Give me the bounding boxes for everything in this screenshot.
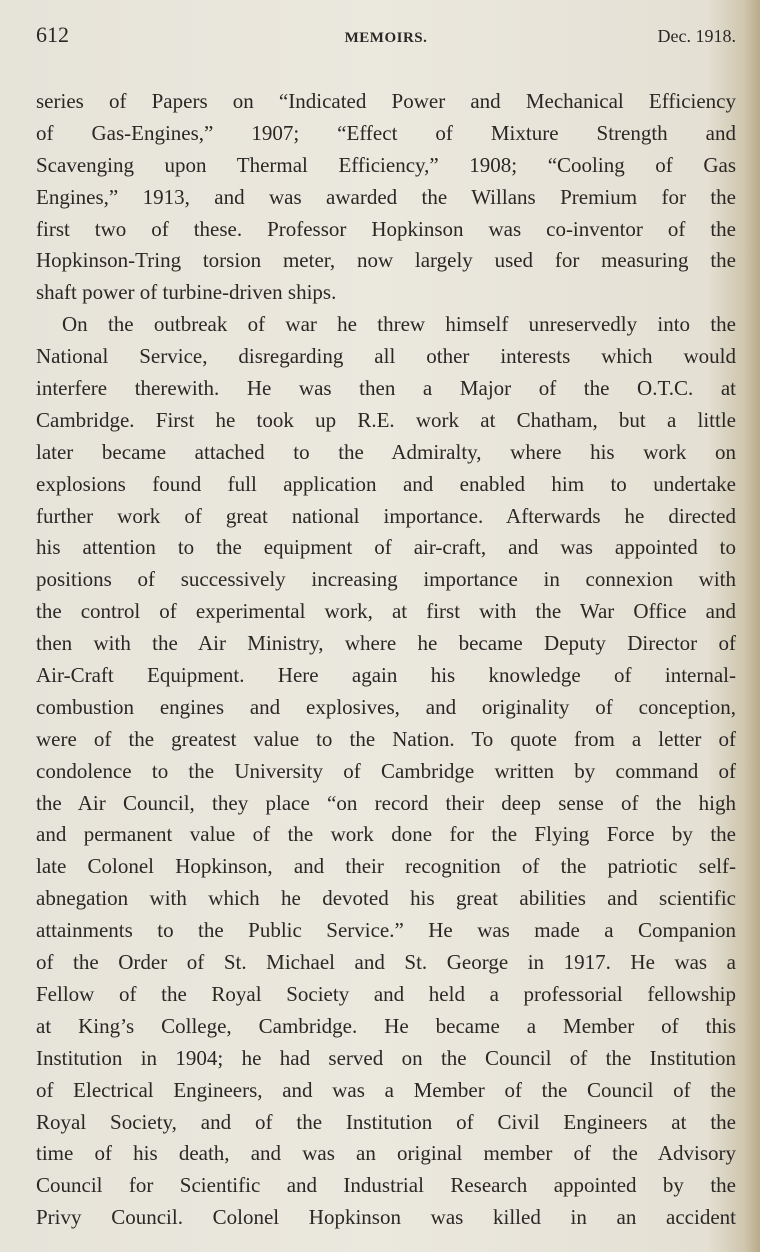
text-line: On the outbreak of war he threw himself unreservedly into the [62, 312, 736, 337]
text-line: the Air Council, they place “on record their deep sense of the high [36, 790, 736, 815]
text-line: Air-Craft Equipment. Here again his knowledge of internal- [36, 663, 736, 688]
text-line: first two of these. Professor Hopkinson was co-inventor of the [36, 216, 736, 241]
text-line: explosions found full application and enabled him to undertake [36, 471, 736, 496]
text-line: abnegation with which he devoted his great abilities and scientific [36, 886, 736, 911]
page-number: 612 [36, 22, 69, 47]
text-line: National Service, disregarding all other interests which would [36, 344, 736, 369]
paragraph [36, 86, 736, 309]
text-line: condolence to the University of Cambridge written by command of [36, 758, 736, 783]
issue-date: Dec. 1918. [657, 26, 736, 46]
text-line: Hopkinson-Tring torsion meter, now largely used for measuring the [36, 248, 736, 273]
text-line: and permanent value of the work done for the Flying Force by the [36, 822, 736, 847]
text-line: positions of successively increasing importance in connexion with [36, 567, 736, 592]
text-line: his attention to the equipment of air-craft, and was appointed to [36, 535, 736, 560]
text-line: the control of experimental work, at first with the War Office and [36, 599, 736, 624]
paragraph [36, 309, 736, 1234]
text-line: of Electrical Engineers, and was a Member of the Council of the [36, 1077, 736, 1102]
text-line: late Colonel Hopkinson, and their recognition of the patriotic self- [36, 854, 736, 879]
text-line: Council for Scientific and Industrial Research appointed by the [36, 1173, 736, 1198]
text-line: of the Order of St. Michael and St. George in 1917. He was a [36, 950, 736, 975]
text-line: at King’s College, Cambridge. He became a Member of this [36, 1013, 736, 1038]
text-line: attainments to the Public Service.” He was made a Companion [36, 918, 736, 943]
text-line: Institution in 1904; he had served on the Council of the Institution [36, 1045, 736, 1070]
text-line: Privy Council. Colonel Hopkinson was killed in an accident [36, 1205, 736, 1230]
text-line: Fellow of the Royal Society and held a professorial fellowship [36, 981, 736, 1006]
text-line: series of Papers on “Indicated Power and Mechanical Efficiency [36, 89, 736, 113]
text-line: later became attached to the Admiralty, where his work on [36, 439, 736, 464]
body-text [36, 86, 736, 1234]
running-header [36, 22, 736, 52]
text-line: Royal Society, and of the Institution of Civil Engineers at the [36, 1109, 736, 1134]
text-line: of Gas-Engines,” 1907; “Effect of Mixture Strength and [36, 120, 736, 145]
text-line: further work of great national importance. Afterwards he directed [36, 503, 736, 528]
text-line: shaft power of turbine-driven ships. [36, 280, 337, 305]
text-line: then with the Air Ministry, where he became Deputy Director of [36, 631, 736, 656]
text-line: time of his death, and was an original member of the Advisory [36, 1141, 736, 1166]
text-line: combustion engines and explosives, and originality of conception, [36, 694, 736, 719]
text-line: were of the greatest value to the Nation. To quote from a letter of [36, 726, 736, 751]
running-title: MEMOIRS. [344, 30, 428, 46]
text-line: Scavenging upon Thermal Efficiency,” 1908; “Cooling of Gas [36, 152, 736, 177]
text-line: Cambridge. First he took up R.E. work at Chatham, but a little [36, 407, 736, 432]
text-line: interfere therewith. He was then a Major of the O.T.C. at [36, 376, 736, 401]
text-line: Engines,” 1913, and was awarded the Willans Premium for the [36, 184, 736, 209]
